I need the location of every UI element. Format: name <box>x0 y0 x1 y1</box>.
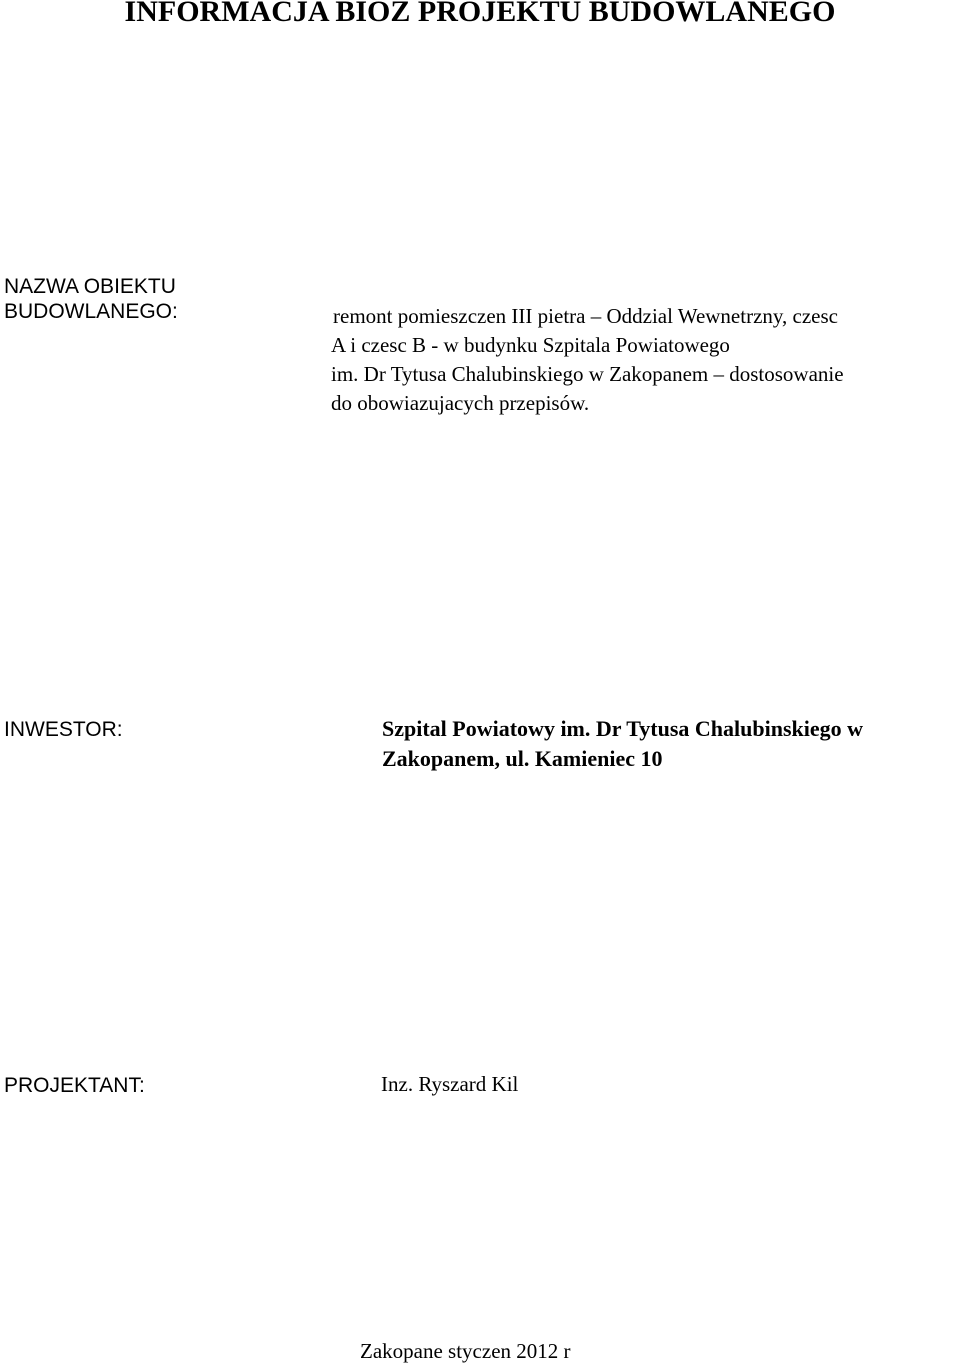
object-name-label-line2: BUDOWLANEGO: <box>4 300 178 323</box>
document-title: INFORMACJA BIOZ PROJEKTU BUDOWLANEGO <box>124 0 836 28</box>
investor-value-line: Zakopanem, ul. Kamieniec 10 <box>382 746 663 771</box>
object-name-label <box>4 274 178 324</box>
object-name-value-line: remont pomieszczen III pietra – Oddzial Wewnetrzny, czesc <box>333 304 838 328</box>
object-name-value <box>331 302 844 418</box>
object-name-label-line1: NAZWA OBIEKTU <box>4 275 176 298</box>
object-name-value-line: do obowiazujacych przepisów. <box>331 391 590 415</box>
investor-value-line: Szpital Powiatowy im. Dr Tytusa Chalubinskiego w <box>382 716 864 741</box>
designer-label: PROJEKTANT: <box>4 1074 145 1097</box>
object-name-value-line: A i czesc B - w budynku Szpitala Powiatowego <box>331 333 730 357</box>
object-name-value-line: im. Dr Tytusa Chalubinskiego w Zakopanem – dostosowanie <box>331 362 844 386</box>
designer-value: Inz. Ryszard Kil <box>381 1072 519 1096</box>
investor-label: INWESTOR: <box>4 718 123 741</box>
investor-value <box>382 714 863 774</box>
place-date-footer: Zakopane styczen 2012 r <box>360 1339 571 1363</box>
